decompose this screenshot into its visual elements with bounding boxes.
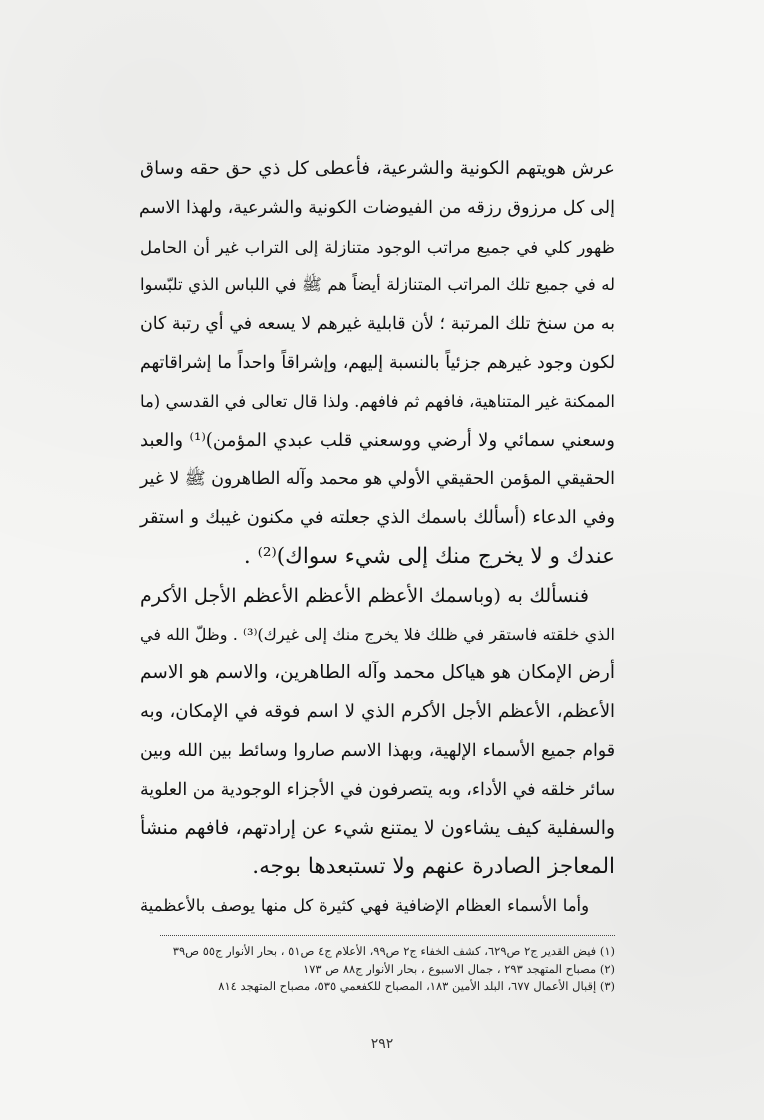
footnote: (٣) إقبال الأعمال ٦٧٧، البلد الأمين ١٨٣، المصباح للكفعمي ٥٣٥، مصباح المتهجد ٨١٤ — [218, 979, 615, 993]
text-line: الممكنة غير المتناهية، فافهم ثم فافهم. ولذا قال تعالى في القدسي (ما — [140, 391, 615, 411]
footnote-separator — [160, 935, 615, 936]
text-line: وأما الأسماء العظام الإضافية فهي كثيرة كل منها يوصف بالأعظمية — [140, 896, 589, 916]
footnote: (١) فيض القدير ج٢ ص٦٢٩، كشف الخفاء ج٢ ص٩٩، الأعلام ج٤ ص٥١ ، بحار الأنوار ج٥٥ ص٣٩ — [172, 944, 615, 958]
footnotes — [145, 943, 615, 996]
footnote: (٢) مصباح المتهجد ٢٩٣ ، جمال الاسبوع ، بحار الأنوار ج٨٨ ص ١٧٣ — [303, 961, 615, 976]
text-line: أرض الإمكان هو هياكل محمد وآله الطاهرين، والاسم هو الاسم — [140, 662, 615, 684]
text-line: الأعظم، الأعظم الأجل الأكرم الذي لا اسم فوقه في الإمكان، وبه — [140, 701, 615, 723]
page-number: ٢٩٢ — [370, 1036, 394, 1052]
main-text — [140, 150, 615, 926]
text-line: به من سنخ تلك المرتبة ؛ لأن قابلية غيرهم لا يسعه في أي رتبة كان — [140, 314, 615, 335]
text-line: وفي الدعاء (أسألك باسمك الذي جعلته في مكنون غيبك و استقر — [140, 507, 615, 529]
text-line: قوام جميع الأسماء الإلهية، وبهذا الاسم صاروا وسائط بين الله وبين — [140, 740, 615, 761]
text-line: والسفلية كيف يشاءون لا يمتنع شيء عن إرادتهم، فافهم منشأ — [140, 817, 615, 839]
text-line: سائر خلقه في الأداء، وبه يتصرفون في الأجزاء الوجودية من العلوية — [140, 779, 615, 800]
text-line: المعاجز الصادرة عنهم ولا تستبعدها بوجه. — [252, 854, 615, 880]
text-line: له في جميع تلك المراتب المتنازلة أيضاً هم ﷺ في اللباس الذي تلبّسوا — [140, 275, 615, 295]
text-line: الحقيقي المؤمن الحقيقي الأولي هو محمد وآله الطاهرون ﷺ لا غير — [140, 469, 615, 490]
text-line: عرش هويتهم الكونية والشرعية، فأعطى كل ذي حق حقه وساق — [140, 158, 615, 179]
text-line: ظهور كلي في جميع مراتب الوجود متنازلة إلى التراب غير أن الحامل — [140, 236, 615, 257]
text-line: عندك و لا يخرج منك إلى شيء سواك)⁽²⁾ . — [243, 543, 615, 569]
text-line: لكون وجود غيرهم جزئياً بالنسبة إليهم، وإشراقاً واحداً ما إشراقاتهم — [140, 352, 615, 373]
text-line: الذي خلقته فاستقر في ظلك فلا يخرج منك إلى غيرك)⁽³⁾ . وظلّ الله في — [140, 624, 615, 644]
text-line: إلى كل مرزوق رزقه من الفيوضات الكونية والشرعية، ولهذا الاسم — [138, 197, 615, 218]
text-line: وسعني سمائي ولا أرضي ووسعني قلب عبدي المؤمن)⁽¹⁾ والعبد — [140, 429, 616, 451]
text-line: فنسألك به (وباسمك الأعظم الأعظم الأعظم الأجل الأكرم — [140, 583, 589, 607]
